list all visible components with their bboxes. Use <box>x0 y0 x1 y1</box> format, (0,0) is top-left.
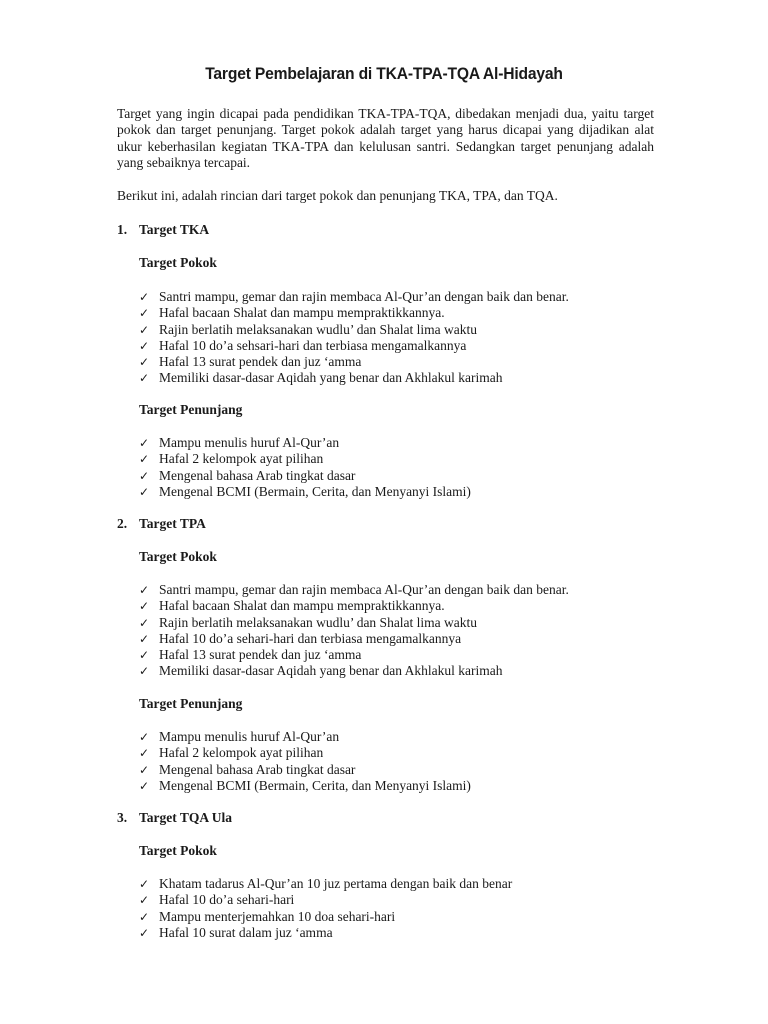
check-icon: ✓ <box>139 436 150 450</box>
check-icon: ✓ <box>139 355 150 370</box>
list-item: ✓ Santri mampu, gemar dan rajin membaca Al-Qur’an dengan baik dan benar. <box>139 289 569 304</box>
list-item: ✓ Rajin berlatih melaksanakan wudlu’ dan Shalat lima waktu <box>139 614 478 630</box>
list-item: ✓ Santri mampu, gemar dan rajin membaca Al-Qur’an dengan baik dan benar. <box>139 582 569 597</box>
subheading-pokok: Target Pokok <box>139 843 217 858</box>
check-icon: ✓ <box>139 746 150 761</box>
section-heading-tqa-ula <box>117 810 232 826</box>
check-icon: ✓ <box>139 762 150 777</box>
check-icon: ✓ <box>139 615 150 630</box>
checklist-pokok <box>139 876 512 941</box>
lead-paragraph: Berikut ini, adalah rincian dari target pokok dan penunjang TKA, TPA, dan TQA. <box>117 188 558 203</box>
list-item: ✓ Memiliki dasar-dasar Aqidah yang benar dan Akhlakul karimah <box>139 663 503 679</box>
check-icon: ✓ <box>139 452 150 467</box>
section-title: Target TPA <box>139 516 206 531</box>
intro-paragraph: Target yang ingin dicapai pada pendidikan TKA-TPA-TQA, dibedakan menjadi dua, yaitu target pokok dan target penunjang. Target pokok adalah target yang harus dicapai yang dijadikan alat ukur keberhasilan kegiatan TKA-TPA dan kelulusan santri. Sedangkan target penunjang adalah yang sebaiknya tercapai. <box>117 106 654 170</box>
list-item: ✓ Hafal 10 surat dalam juz ‘amma <box>139 924 333 940</box>
check-icon: ✓ <box>139 909 150 924</box>
check-icon: ✓ <box>139 631 150 646</box>
check-icon: ✓ <box>139 338 150 353</box>
check-icon: ✓ <box>139 730 150 744</box>
check-icon: ✓ <box>139 877 150 891</box>
list-item: ✓ Mengenal bahasa Arab tingkat dasar <box>139 761 356 777</box>
list-item: ✓ Hafal 2 kelompok ayat pilihan <box>139 745 324 761</box>
section-number: 3. <box>117 810 128 825</box>
check-icon: ✓ <box>139 306 150 321</box>
list-item: ✓ Hafal 10 do’a sehari-hari dan terbiasa mengamalkannya <box>139 630 462 646</box>
list-item: ✓ Mengenal BCMI (Bermain, Cerita, dan Menyanyi Islami) <box>139 777 471 793</box>
checklist-penunjang <box>139 435 471 500</box>
check-icon: ✓ <box>139 322 150 337</box>
list-item: ✓ Mampu menterjemahkan 10 doa sehari-hari <box>139 908 396 924</box>
section-heading-tpa <box>117 516 206 532</box>
check-icon: ✓ <box>139 599 150 614</box>
list-item: ✓ Mengenal BCMI (Bermain, Cerita, dan Menyanyi Islami) <box>139 483 471 499</box>
check-icon: ✓ <box>139 484 150 499</box>
list-item: ✓ Hafal bacaan Shalat dan mampu mempraktikkannya. <box>139 598 445 614</box>
checklist-pokok <box>139 582 569 680</box>
section-number: 2. <box>117 516 128 531</box>
subheading-pokok: Target Pokok <box>139 549 217 564</box>
list-item: ✓ Hafal 13 surat pendek dan juz ‘amma <box>139 354 362 370</box>
list-item: ✓ Mengenal bahasa Arab tingkat dasar <box>139 467 356 483</box>
list-item: ✓ Hafal 13 surat pendek dan juz ‘amma <box>139 647 362 663</box>
checklist-penunjang <box>139 729 471 794</box>
section-heading-tka <box>117 222 209 238</box>
check-icon: ✓ <box>139 893 150 908</box>
check-icon: ✓ <box>139 664 150 679</box>
check-icon: ✓ <box>139 925 150 940</box>
list-item: ✓ Hafal 2 kelompok ayat pilihan <box>139 451 324 467</box>
list-item: ✓ Rajin berlatih melaksanakan wudlu’ dan Shalat lima waktu <box>139 321 478 337</box>
list-item: ✓ Mampu menulis huruf Al-Qur’an <box>139 729 340 744</box>
list-item: ✓ Hafal 10 do’a sehari-hari <box>139 892 295 908</box>
check-icon: ✓ <box>139 371 150 386</box>
subheading-penunjang: Target Penunjang <box>139 402 243 417</box>
list-item: ✓ Hafal 10 do’a sehsari-hari dan terbiasa mengamalkannya <box>139 337 467 353</box>
checklist-pokok <box>139 289 569 387</box>
check-icon: ✓ <box>139 290 150 304</box>
list-item: ✓ Mampu menulis huruf Al-Qur’an <box>139 435 340 450</box>
document-title: Target Pembelajaran di TKA-TPA-TQA Al-Hidayah <box>205 64 563 83</box>
check-icon: ✓ <box>139 583 150 597</box>
list-item: ✓ Hafal bacaan Shalat dan mampu mempraktikkannya. <box>139 305 445 321</box>
check-icon: ✓ <box>139 468 150 483</box>
list-item: ✓ Memiliki dasar-dasar Aqidah yang benar dan Akhlakul karimah <box>139 370 503 386</box>
section-title: Target TQA Ula <box>139 810 233 825</box>
subheading-penunjang: Target Penunjang <box>139 696 243 711</box>
subheading-pokok: Target Pokok <box>139 255 217 270</box>
section-title: Target TKA <box>139 222 210 237</box>
section-number: 1. <box>117 222 128 237</box>
check-icon: ✓ <box>139 778 150 793</box>
check-icon: ✓ <box>139 648 150 663</box>
list-item: ✓ Khatam tadarus Al-Qur’an 10 juz pertama dengan baik dan benar <box>139 876 513 891</box>
